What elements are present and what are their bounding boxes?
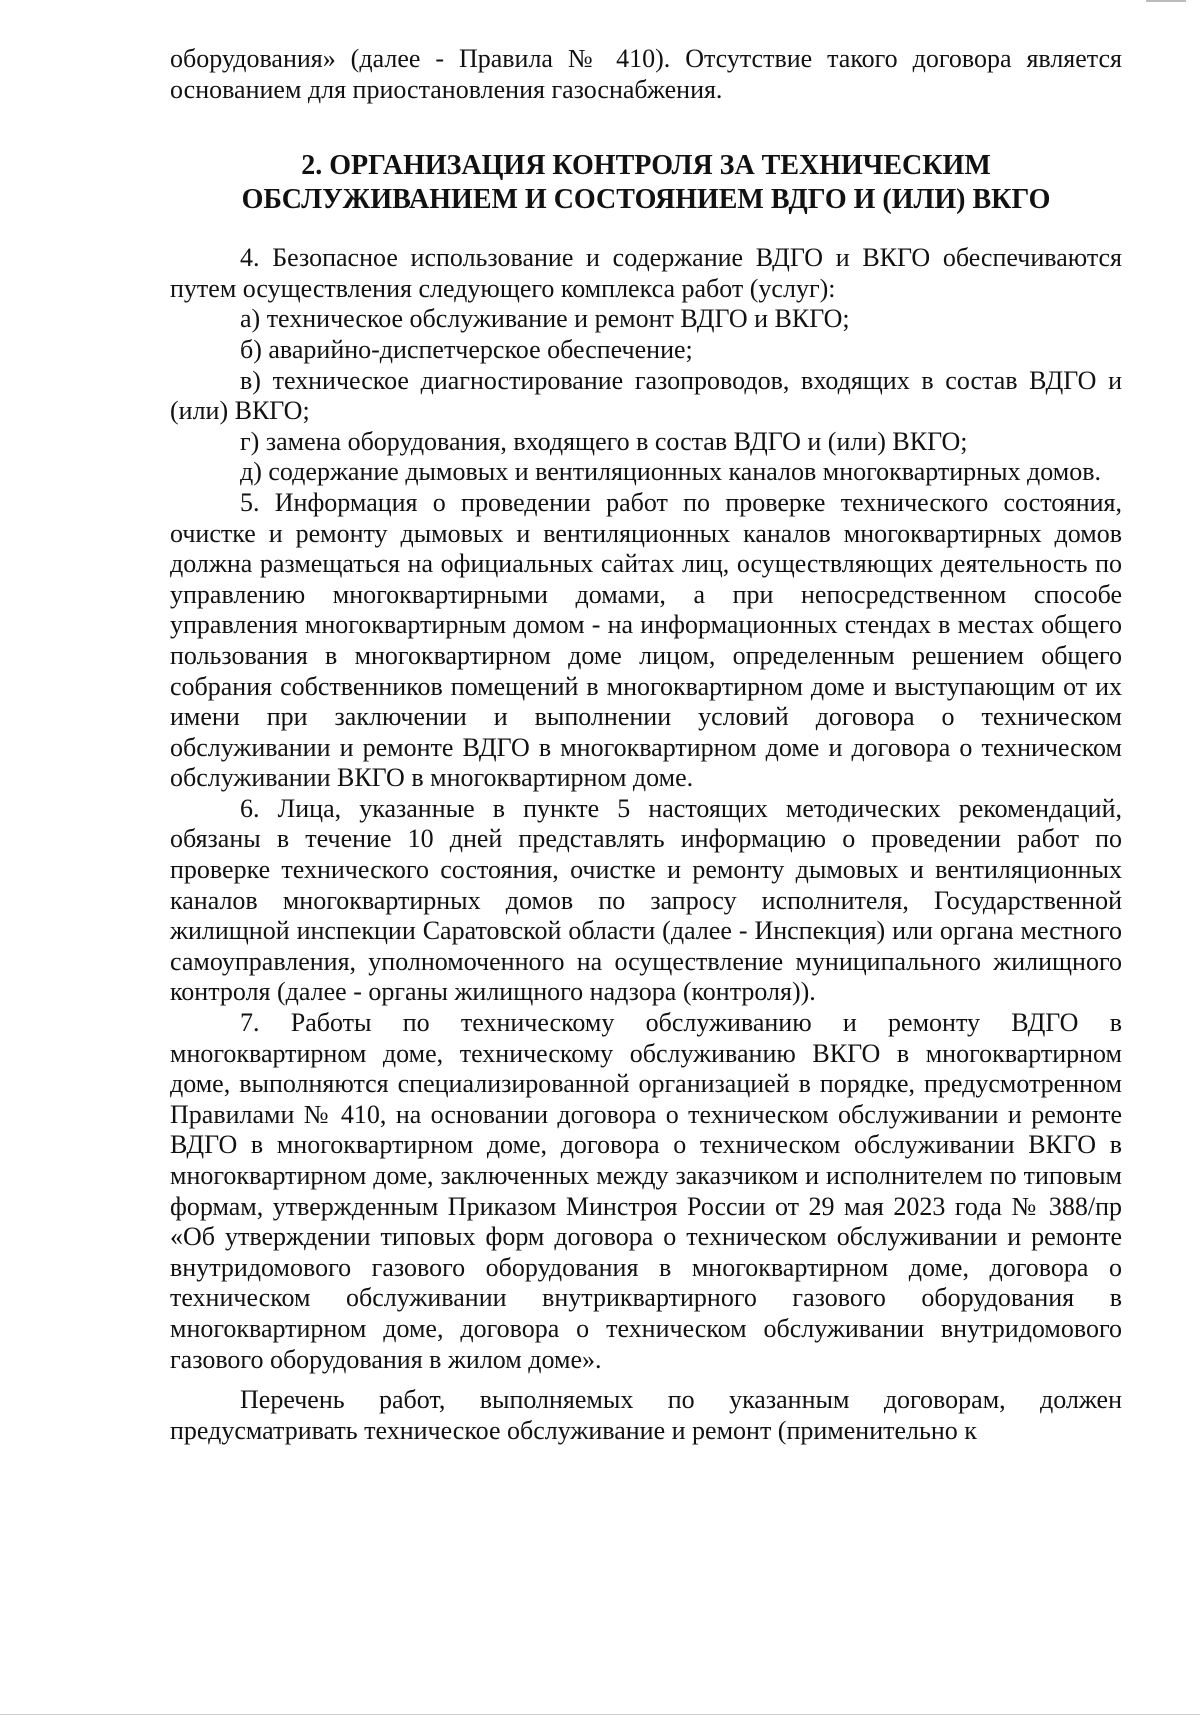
paragraph-4: 4. Безопасное использование и содержание ВДГО и ВКГО обеспечиваются путем осуществления следующего комплекса работ (услуг): bbox=[170, 243, 1122, 303]
document-page bbox=[170, 44, 1122, 1446]
paragraph-works-list: Перечень работ, выполняемых по указанным договорам, должен предусматривать техническое обслуживание и ремонт (применительно к bbox=[170, 1385, 1122, 1445]
section-heading bbox=[170, 149, 1122, 217]
page-bottom-edge bbox=[0, 1714, 1200, 1715]
list-item-a: а) техническое обслуживание и ремонт ВДГО и ВКГО; bbox=[240, 304, 850, 334]
list-item-b: б) аварийно-диспетчерское обеспечение; bbox=[240, 334, 693, 364]
intro-paragraph: оборудования» (далее - Правила № 410). Отсутствие такого договора является основанием для приостановления газоснабжения. bbox=[170, 44, 1122, 104]
paragraph-7: 7. Работы по техническому обслуживанию и ремонту ВДГО в многоквартирном доме, техническому обслуживанию ВКГО в многоквартирном доме, выполняются специализированной организацией в порядке, предусмотренном Правилами № 410, на основании договора о техническом обслуживании и ремонте ВДГО в многоквартирном доме, договора о техническом обслуживании ВКГО в многоквартирном доме, заключенных между заказчиком и исполнителем по типовым формам, утвержденным Приказом Минстроя России от 29 мая 2023 года № 388/пр «Об утверждении типовых форм договора о техническом обслуживании и ремонте внутридомового газового оборудования в многоквартирном доме, договора о техническом обслуживании внутриквартирного газового оборудования в многоквартирном доме, договора о техническом обслуживании внутридомового газового оборудования в жилом доме». bbox=[170, 1008, 1122, 1374]
list-item-d: д) содержание дымовых и вентиляционных каналов многоквартирных домов. bbox=[240, 457, 1102, 487]
section-heading-line-2: ОБСЛУЖИВАНИЕМ И СОСТОЯНИЕМ ВДГО И (ИЛИ) ВКГО bbox=[241, 184, 1051, 216]
paragraph-5: 5. Информация о проведении работ по проверке технического состояния, очистке и ремонту дымовых и вентиляционных каналов многоквартирных домов должна размещаться на официальных сайтах лиц, осуществляющих деятельность по управлению многоквартирными домами, а при непосредственном способе управления многоквартирным домом - на информационных стендах в местах общего пользования в многоквартирном доме лицом, определенным решением общего собрания собственников помещений в многоквартирном доме и выступающим от их имени при заключении и выполнении условий договора о техническом обслуживании и ремонте ВДГО в многоквартирном доме и договора о техническом обслуживании ВКГО в многоквартирном доме. bbox=[170, 487, 1122, 793]
list-item-g: г) замена оборудования, входящего в состав ВДГО и (или) ВКГО; bbox=[240, 426, 968, 456]
scan-corner-mark bbox=[1146, 0, 1186, 8]
list-item-v: в) техническое диагностирование газопроводов, входящих в состав ВДГО и (или) ВКГО; bbox=[170, 365, 1122, 426]
section-heading-line-1: 2. ОРГАНИЗАЦИЯ КОНТРОЛЯ ЗА ТЕХНИЧЕСКИМ bbox=[301, 150, 991, 182]
paragraph-6: 6. Лица, указанные в пункте 5 настоящих методических рекомендаций, обязаны в течение 10 дней представлять информацию о проведении работ по проверке технического состояния, очистке и ремонту дымовых и вентиляционных каналов многоквартирных домов по запросу исполнителя, Государственной жилищной инспекции Саратовской области (далее - Инспекция) или органа местного самоуправления, уполномоченного на осуществление муниципального жилищного контроля (далее - органы жилищного надзора (контроля)). bbox=[170, 793, 1122, 1007]
